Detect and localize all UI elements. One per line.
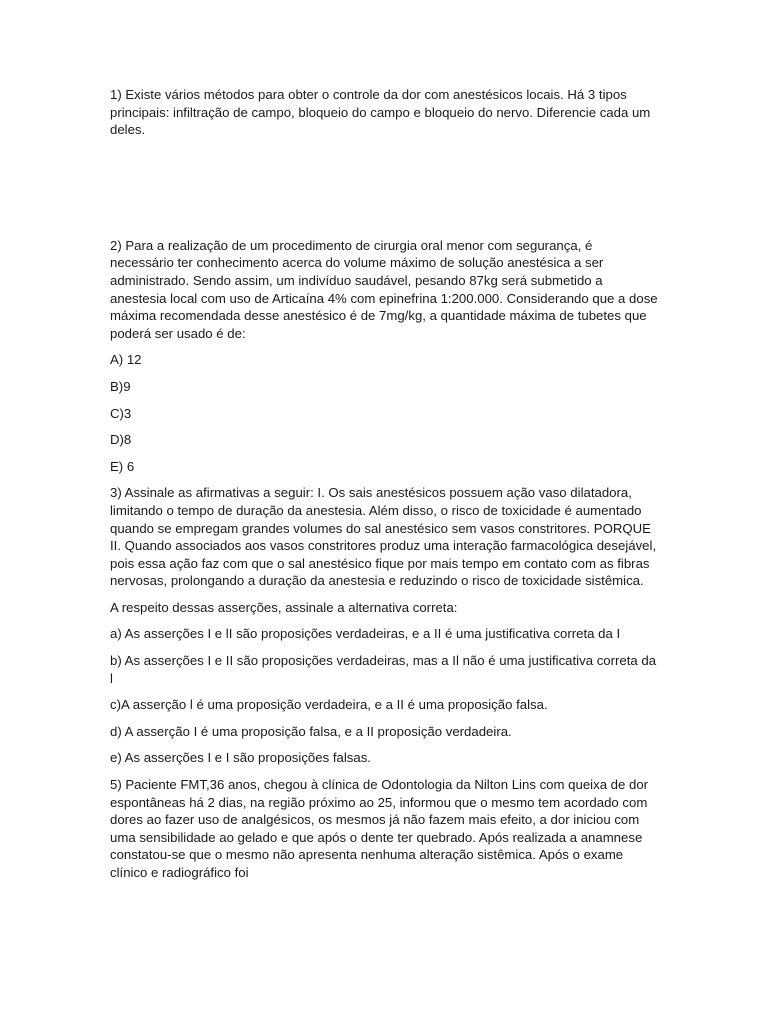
question-3-prompt: A respeito dessas asserções, assinale a alternativa correta:: [110, 599, 458, 615]
q2-option-a: A) 12: [110, 352, 142, 368]
q3-option-e: e) As asserções I e I são proposições falsas.: [110, 750, 371, 766]
question-2: 2) Para a realização de um procedimento de cirurgia oral menor com segurança, é necessário ter conhecimento acerca do volume máximo de solução anestésica a ser administrado. Sendo assim, um indivíduo saudável, pesando 87kg será submetido a anestesia local com uso de Articaína 4% com epinefrina 1:200.000. Considerando que a dose máxima recomendada desse anestésico é de 7mg/kg, a quantidade máxima de tubetes que poderá ser usado é de:: [110, 237, 658, 341]
q2-option-e: E) 6: [110, 458, 135, 474]
q3-option-a: a) As asserções I e lI são proposições verdadeiras, e a II é uma justificativa correta da I: [110, 626, 621, 642]
q3-option-d: d) A asserção I é uma proposição falsa, e a II proposição verdadeira.: [110, 723, 512, 739]
q2-option-d: D)8: [110, 432, 132, 448]
question-3: 3) Assinale as afirmativas a seguir: I. Os sais anestésicos possuem ação vaso dilatadora, limitando o tempo de duração da anestesia. Além disso, o risco de toxicidade é aumentado quando se empregam grandes volumes do sal anestésico sem vasos constritores. PORQUE II. Quando associados aos vasos constritores produz uma interação farmacológica desejável, pois essa ação faz com que o sal anestésico fique por mais tempo em contato com as fibras nervosas, prolongando a duração da anestesia e reduzindo o risco de toxicidade sistêmica.: [110, 485, 657, 589]
question-5: 5) Paciente FMT,36 anos, chegou à clínica de Odontologia da Nilton Lins com queixa de dor espontâneas há 2 dias, na região próximo ao 25, informou que o mesmo tem acordado com dores ao fazer uso de analgésicos, os mesmos já não fazem mais efeito, a dor iniciou com uma sensibilidade ao gelado e que após o dente ter quebrado. Após realizada a anamnese constatou-se que o mesmo não apresenta nenhuma alteração sistêmica. Após o exame clínico e radiográfico foi: [110, 777, 649, 880]
q3-option-b: b) As asserções I e II são proposições verdadeiras, mas a Il não é uma justificativa correta da l: [110, 653, 657, 686]
document-content: [110, 86, 658, 891]
question-1: 1) Existe vários métodos para obter o controle da dor com anestésicos locais. Há 3 tipos principais: infiltração de campo, bloqueio do campo e bloqueio do nervo. Diferencie cada um deles.: [110, 87, 651, 138]
q2-option-c: C)3: [110, 405, 132, 421]
q3-option-c: c)A asserção l é uma proposição verdadeira, e a II é uma proposição falsa.: [110, 697, 548, 713]
q2-option-b: B)9: [110, 378, 131, 394]
answer-space: [110, 148, 658, 233]
